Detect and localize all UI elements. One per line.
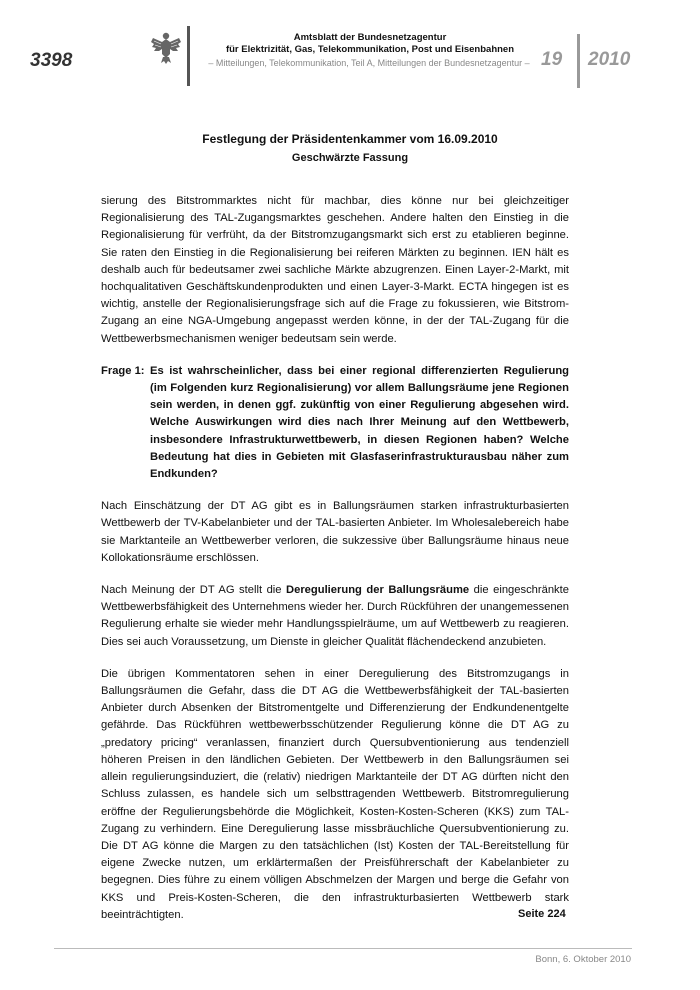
- paragraph-3-end: die eingeschränkte Wettbewerbsfähigkeit des Unternehmens wieder her. Durch Rückführen der unangemessenen Regulierung erhalte sie wieder mehr Handlungsspielräume, um auf Wettbewerb zu reagieren. Dies sei auch Voraussetzung, um Dienste in gleicher Qualität flächendeckend anzubieten.: [101, 584, 569, 648]
- document-title: Festlegung der Präsidentenkammer vom 16.09.2010: [202, 132, 498, 146]
- footer-rule: [54, 948, 632, 949]
- question-text: Es ist wahrscheinlicher, dass bei einer regional differenzierten Regulierung (im Folgenden kurz Regionalisierung) vor allem Ballungsräume jene Regionen sein werden, in denen ggf. zukünftig von einer Regulierung abgesehen wird. Welche Auswirkungen wird dies nach Ihrer Meinung auf den Wettbewerb, insbesondere Infrastrukturwettbewerb, in diesen Regionen haben? Welche Bedeutung hat dies in Gebieten mit Glasfaserinfrastrukturausbau näher zum Endkunden?: [150, 364, 569, 481]
- federal-eagle-icon: [150, 30, 182, 66]
- journal-title-line-2: für Elektrizität, Gas, Telekommunikation, Post und Eisenbahnen: [225, 44, 515, 55]
- paragraph-3-emphasis: Deregulierung der Ballungsräume: [286, 584, 470, 597]
- page-number: 3398: [30, 50, 73, 71]
- journal-subtitle: – Mitteilungen, Telekommunikation, Teil A, Mitteilungen der Bundesnetzagentur –: [208, 58, 530, 68]
- issue-year: 2010: [588, 49, 631, 70]
- footer-date: Bonn, 6. Oktober 2010: [535, 954, 631, 965]
- header-divider: [187, 26, 190, 86]
- paragraph-3: [101, 582, 569, 651]
- body-content: [101, 193, 569, 939]
- issue-divider: [577, 34, 580, 88]
- page-label: Seite 224: [518, 908, 566, 920]
- paragraph-2: Nach Einschätzung der DT AG gibt es in Ballungsräumen starken infrastrukturbasierten Wettbewerb der TV-Kabelanbieter und der TAL-basierten Anbieter. Im Wholesalebereich habe sie Marktanteile an Wettbewerber verloren, die sukzessive über Ballungsräume hinaus neue Kollokationsräume erschlössen.: [101, 500, 569, 564]
- journal-title-line-1: Amtsblatt der Bundesnetzagentur: [293, 32, 447, 43]
- paragraph-3-start: Nach Meinung der DT AG stellt die: [101, 584, 287, 597]
- journal-title: [205, 32, 535, 56]
- document-subtitle: Geschwärzte Fassung: [291, 152, 409, 164]
- issue-number: 19: [541, 49, 563, 70]
- question-label: Frage 1:: [101, 364, 145, 377]
- question-block: [101, 363, 569, 483]
- paragraph-4: Die übrigen Kommentatoren sehen in einer Deregulierung des Bitstromzugangs in Ballungsräumen die Gefahr, dass die DT AG die Wettbewerbsfähigkeit der TAL-basierten Anbieter durch Absenken der Bitstromentgelte und Differenzierung der Endkundenentgelte gefährde. Das Rückführen wettbewerbsschützender Regulierung könne die DT AG zu „predatory pricing“ veranlassen, finanziert durch Quersubventionierung aus tendenziell höheren Preisen in den ländlichen Gebieten. Der Wettbewerb in den Ballungsräumen sei allein regulierungsinduziert, die (relativ) niedrigen Marktanteile der DT AG dürften nicht den Schluss zulassen, es handele sich um selbsttragenden Wettbewerb. Bitstromregulierung eröffne der Regulierungsbehörde die Möglichkeit, Kosten-Kosten-Scheren (KKS) zum TAL-Zugang zu verhindern. Eine Deregulierung lasse missbräuchliche Quersubventionierung zu. Die DT AG könne die Margen zu den tatsächlichen (Ist) Kosten der TAL-Bereitstellung für eigene Zwecke nutzen, um erklärtermaßen der Preisführerschaft der Kabelanbieter zu begegnen. Dies führe zu einem völligen Abschmelzen der Margen und berge die Gefahr von KKS und Preis-Kosten-Scheren, die den infrastrukturbasierten Wettbewerb stark beeinträchtigten.: [101, 667, 569, 921]
- paragraph-1: sierung des Bitstrommarktes nicht für machbar, dies könne nur bei gleichzeitiger Regionalisierung des TAL-Zugangsmarktes geschehen. Andere halten den Einstieg in die Regionalisierung für verfrüht, da der Bitstromzugangsmarkt sich erst zu etablieren beginne. Sie raten den Einstieg in die Regionalisierung bei reiferen Märkten zu beginnen. IEN hält es deshalb auch für bedeutsamer zwei sachliche Märkte abzugrenzen. Einen Layer-2-Markt, mit hochqualitativen Geschäftskundenprodukten und einen Layer-3-Markt. ECTA hingegen ist es wichtig, anstelle der Regionalisierungsfrage sich auf die Frage zu fokussieren, wie Bitstrom-Zugang an eine NGA-Umgebung angepasst werden könne, in der der TAL-Zugang für die Wettbewerbsmechanismen weniger bedeutsam sein werde.: [101, 195, 569, 345]
